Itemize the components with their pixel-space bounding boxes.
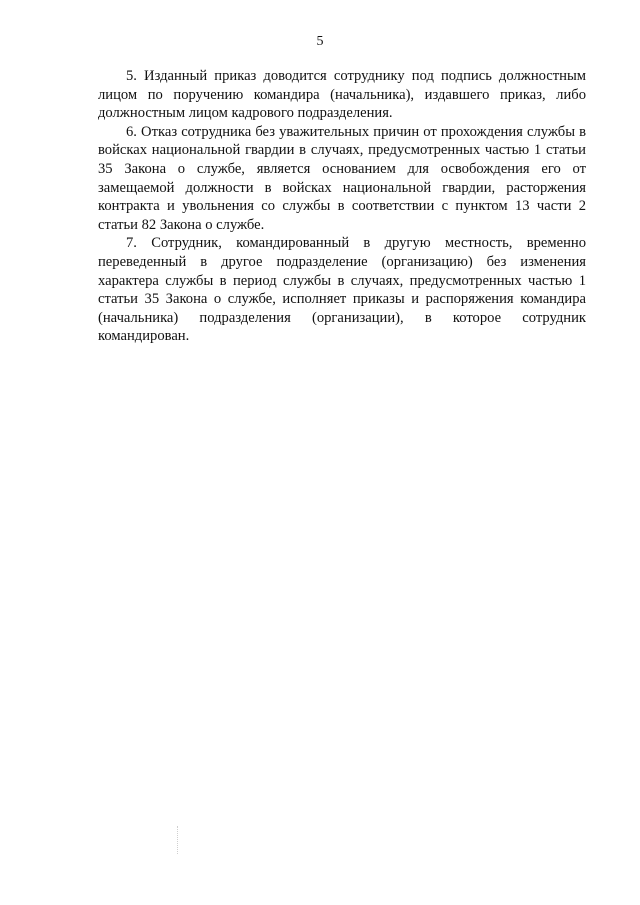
- document-body: [98, 67, 586, 346]
- page-number: 5: [316, 34, 324, 49]
- paragraph-6: 6. Отказ сотрудника без уважительных причин от прохождения службы в войсках национальной гвардии в случаях, предусмотренных частью 1 статьи 35 Закона о службе, является основанием для освобождения его от замещаемой должности в войсках национальной гвардии, расторжения контракта и увольнения со службы в соответствии с пунктом 13 части 2 статьи 82 Закона о службе.: [98, 123, 586, 233]
- scan-artifact: [177, 826, 179, 854]
- paragraph-7: 7. Сотрудник, командированный в другую местность, временно переведенный в другое подразделение (организацию) без изменения характера службы в период службы в случаях, предусмотренных частью 1 статьи 35 Закона о службе, исполняет приказы и распоряжения командира (начальника) подразделения (организации), в которое сотрудник командирован.: [98, 235, 586, 345]
- paragraph-5: 5. Изданный приказ доводится сотруднику под подпись должностным лицом по поручению командира (начальника), издавшего приказ, либо должностным лицом кадрового подразделения.: [98, 68, 586, 122]
